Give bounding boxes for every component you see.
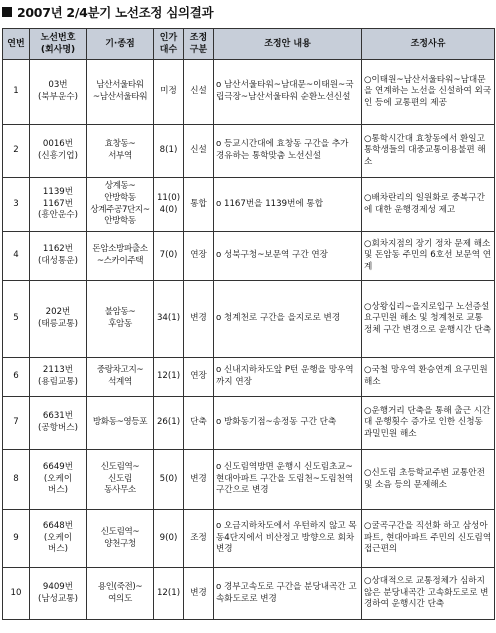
cell-content: o 경부고속도로 구간을 분당내곡간 고속화도로로 변경	[214, 568, 362, 620]
cell-route: 0016번 (신흥기업)	[30, 125, 87, 178]
cell-reason: ○ 통학시간대 효창동에서 환일고 통학생들의 대중교통이용불편 해소	[362, 125, 495, 178]
cell-vehicles: 26(1)	[154, 397, 184, 450]
table-row	[3, 510, 495, 568]
cell-termini: 중랑차고지~ 석계역	[87, 358, 154, 397]
square-bullet-icon	[2, 7, 12, 17]
cell-no: 3	[3, 178, 30, 232]
cell-type: 연장	[184, 358, 214, 397]
cell-vehicles: 12(1)	[154, 358, 184, 397]
header-content: 조정안 내용	[214, 29, 362, 60]
cell-reason: ○ 운행거리 단축을 통해 출근 시간대 운행횟수 증가로 인한 신청동 과밀민원 해소	[362, 397, 495, 450]
table-row	[3, 358, 495, 397]
cell-no: 10	[3, 568, 30, 620]
cell-type: 통합	[184, 178, 214, 232]
cell-route: 03번 (북부운수)	[30, 60, 87, 125]
cell-termini: 효창동~ 서부역	[87, 125, 154, 178]
table-row	[3, 178, 495, 232]
cell-reason: ○ 이태원~남산서울타워~남대문을 연계하는 노선을 신설하여 외국인 등에 교통편의 제공	[362, 60, 495, 125]
cell-termini: 돈암소방파출소 ~스카이주택	[87, 232, 154, 281]
route-adjustment-table	[2, 28, 495, 620]
cell-type: 신설	[184, 60, 214, 125]
cell-no: 2	[3, 125, 30, 178]
cell-reason: ○ 신도림 초등학교주변 교통안전 및 소음 등의 문제해소	[362, 450, 495, 510]
cell-termini: 용인(죽전)~ 여의도	[87, 568, 154, 620]
cell-route: 2113번 (용림교통)	[30, 358, 87, 397]
table-header-row	[3, 29, 495, 60]
table-row	[3, 450, 495, 510]
cell-vehicles: 5(0)	[154, 450, 184, 510]
cell-vehicles: 12(1)	[154, 568, 184, 620]
cell-vehicles: 11(0) 4(0)	[154, 178, 184, 232]
cell-type: 변경	[184, 281, 214, 358]
cell-content: o 등교시간대에 효창동 구간을 추가 경유하는 통학맞춤 노선신설	[214, 125, 362, 178]
cell-termini: 상계동~ 안방학동 상계주공7단지~안방학동	[87, 178, 154, 232]
cell-no: 9	[3, 510, 30, 568]
table-row	[3, 125, 495, 178]
cell-no: 5	[3, 281, 30, 358]
header-route: 노선번호 (회사명)	[30, 29, 87, 60]
table-row	[3, 60, 495, 125]
cell-content: o 신도림역방면 운행시 신도림초교~현대아파트 구간을 도림천~도림천역 구간으로 변경	[214, 450, 362, 510]
cell-no: 6	[3, 358, 30, 397]
cell-termini: 신도림역~ 양천구청	[87, 510, 154, 568]
cell-content: o 오금지하차도에서 우턴하지 않고 목동4단지에서 비산정고 방향으로 회차변경	[214, 510, 362, 568]
cell-type: 조정	[184, 510, 214, 568]
cell-reason: ○ 회차지점의 장기 정차 문제 해소 및 돈암동 주민의 6호선 보문역 연계	[362, 232, 495, 281]
header-reason: 조정사유	[362, 29, 495, 60]
cell-termini: 신도림역~ 신도림 동사무소	[87, 450, 154, 510]
cell-content: o 남산서울타워~남대문~이태원~국립극장~남산서울타워 순환노선신설	[214, 60, 362, 125]
cell-type: 연장	[184, 232, 214, 281]
cell-no: 4	[3, 232, 30, 281]
cell-type: 단축	[184, 397, 214, 450]
cell-route: 202번 (태릉교통)	[30, 281, 87, 358]
cell-reason: ○ 배차란리의 일원화로 중복구간에 대한 운행경제성 제고	[362, 178, 495, 232]
header-vehicles: 인가 대수	[154, 29, 184, 60]
cell-termini: 방화동~영등포	[87, 397, 154, 450]
table-row	[3, 232, 495, 281]
cell-type: 신설	[184, 125, 214, 178]
cell-reason: ○ 상대적으로 교통정체가 심하지 않은 분당내곡간 고속화도로로 변경하여 운행시간 단축	[362, 568, 495, 620]
cell-route: 1162번 (대성통운)	[30, 232, 87, 281]
cell-content: o 방화동기점~송정동 구간 단축	[214, 397, 362, 450]
cell-no: 1	[3, 60, 30, 125]
cell-route: 6648번 (오케이 버스)	[30, 510, 87, 568]
table-row	[3, 568, 495, 620]
cell-termini: 불암동~ 후암동	[87, 281, 154, 358]
cell-type: 변경	[184, 568, 214, 620]
cell-reason: ○ 상왕십리~을지로입구 노선증설요구민원 해소 및 청계천로 교통 정체 구간 변경으로 운행시간 단축	[362, 281, 495, 358]
cell-termini: 남산서울타워 ~남산서울타워	[87, 60, 154, 125]
cell-route: 9409번 (남성교통)	[30, 568, 87, 620]
title-text: 2007년 2/4분기 노선조정 심의결과	[17, 5, 214, 20]
header-no: 연번	[3, 29, 30, 60]
header-termini: 기·종점	[87, 29, 154, 60]
cell-no: 7	[3, 397, 30, 450]
cell-reason: ○ 국철 망우역 환승연계 요구민원 해소	[362, 358, 495, 397]
cell-content: o 신내지하차도앞 P턴 운행을 망우역까지 연장	[214, 358, 362, 397]
cell-vehicles: 34(1)	[154, 281, 184, 358]
cell-vehicles: 9(0)	[154, 510, 184, 568]
header-type: 조정 구분	[184, 29, 214, 60]
cell-vehicles: 미정	[154, 60, 184, 125]
document-title	[2, 2, 213, 22]
cell-reason: ○ 굴곡구간을 직선화 하고 삼성아파트, 현대아파트 주민의 신도림역 접근편의	[362, 510, 495, 568]
cell-vehicles: 8(1)	[154, 125, 184, 178]
table-row	[3, 397, 495, 450]
cell-route: 6649번 (오케이 버스)	[30, 450, 87, 510]
cell-content: o 성북구청~보문역 구간 연장	[214, 232, 362, 281]
cell-content: o 1167번을 1139번에 통합	[214, 178, 362, 232]
cell-route: 6631번 (공항버스)	[30, 397, 87, 450]
cell-no: 8	[3, 450, 30, 510]
cell-route: 1139번 1167번 (흥안운수)	[30, 178, 87, 232]
cell-type: 변경	[184, 450, 214, 510]
cell-content: o 청계천로 구간을 을지로로 변경	[214, 281, 362, 358]
table-row	[3, 281, 495, 358]
cell-vehicles: 7(0)	[154, 232, 184, 281]
